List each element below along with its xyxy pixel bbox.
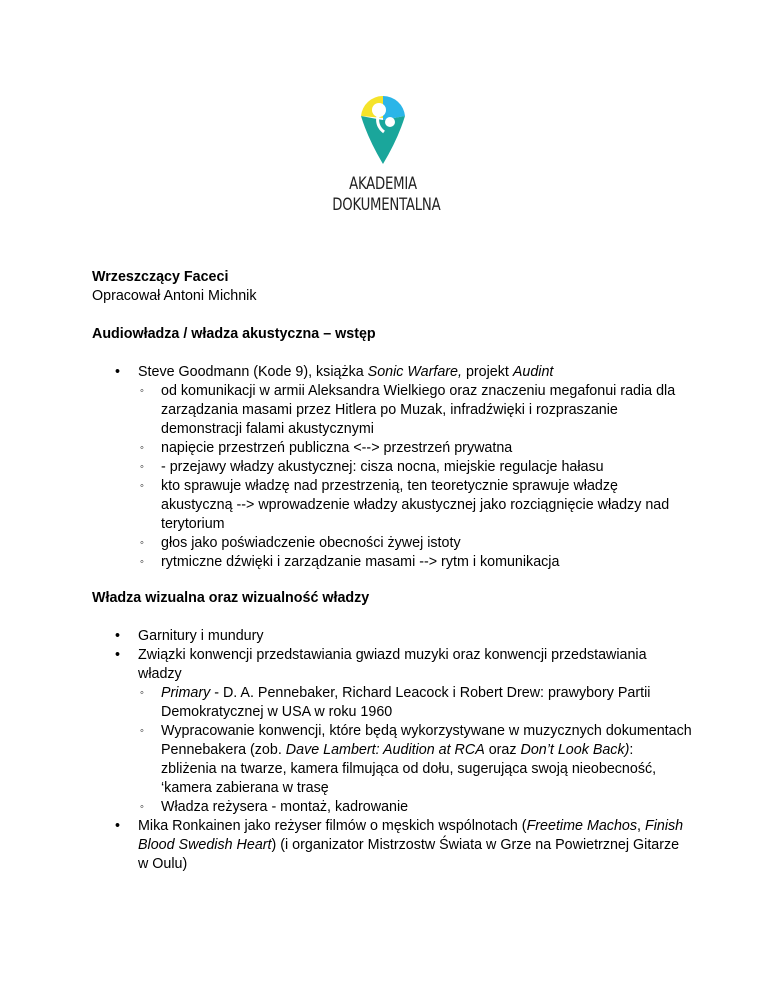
sub-list [138,382,692,572]
section-list-audio [92,363,692,572]
sub-list-item: ◦ głos jako poświadczenie obecności żywej istoty [138,534,692,553]
logo-wordmark [332,174,441,216]
akademia-dokumentalna-logo [318,94,448,216]
sub-list-item: ◦ - przejawy władzy akustycznej: cisza nocna, miejskie regulacje hałasu [138,458,692,477]
list-item-text: , [637,818,645,834]
film-title: Don’t Look Back) [520,742,630,758]
section-heading-visual: Władza wizualna oraz wizualność władzy [92,590,370,606]
book-title: Sonic Warfare, [367,364,462,380]
sub-list-item: ◦ kto sprawuje władzę nad przestrzenią, ten teoretycznie sprawuje władzę akustyczną --> wprowadzenie władzy akustycznej jako rozciągnięcie władzy nad terytorium [138,477,692,534]
sub-list-item-text: - D. A. Pennebaker, Richard Leacock i Robert Drew: prawybory Partii Demokratycznej w USA w roku 1960 [161,685,651,720]
film-title: Finish Blood Swedish Heart [138,818,684,853]
list-item [92,817,692,874]
section-list-visual [92,627,692,874]
sub-list-item [138,684,692,722]
document-title: Wrzeszczący Faceci [92,269,229,285]
section-heading-audio: Audiowładza / władza akustyczna – wstęp [92,326,376,342]
logo-line-1: AKADEMIA [349,174,417,194]
sub-list-item [138,722,692,798]
sub-list-item-text: : zbliżenia na twarze, kamera filmująca od dołu, sugerująca swoją nieobecność, ‘kamera zabierana w trasę [161,742,657,796]
list-item-text: projekt [461,364,513,380]
film-title: Freetime Machos [526,818,638,834]
logo-line-2: DOKUMENTALNA [332,195,441,215]
film-title: Primary [161,685,211,701]
sub-list-item: ◦ napięcie przestrzeń publiczna <--> przestrzeń prywatna [138,439,692,458]
sub-list-item: ◦ od komunikacji w armii Aleksandra Wielkiego oraz znaczeniu megafonui radia dla zarządzania masami przez Hitlera po Muzak, infradźwięki i rozpraszanie demonstracji falami akustycznymi [138,382,692,439]
list-item-text: Związki konwencji przedstawiania gwiazd muzyki oraz konwencji przedstawiania władzy [138,647,647,682]
sub-list-item: ◦ rytmiczne dźwięki i zarządzanie masami --> rytm i komunikacja [138,553,692,572]
list-item: • Garnitury i mundury [92,627,692,646]
film-title: Dave Lambert: Audition at RCA [285,742,485,758]
list-item [92,646,692,817]
list-item-text: ) (i organizator Mistrzostw Świata w Grze na Powietrznej Gitarze w Oulu) [138,837,680,872]
sub-list-item-text: oraz [484,742,521,758]
project-title: Audint [512,364,554,380]
sub-list-item: ◦ Władza reżysera - montaż, kadrowanie [138,798,692,817]
document-body [92,268,692,874]
document-author: Opracował Antoni Michnik [92,288,257,304]
list-item-text: Steve Goodmann (Kode 9), książka [138,364,368,380]
sub-list-item-text: Wypracowanie konwencji, które będą wykorzystywane w muzycznych dokumentach Pennebakera (zob. [161,723,692,758]
sub-list [138,684,692,817]
list-item-text: Mika Ronkainen jako reżyser filmów o męskich wspólnotach ( [138,818,527,834]
logo-icon [358,94,408,166]
list-item [92,363,692,572]
